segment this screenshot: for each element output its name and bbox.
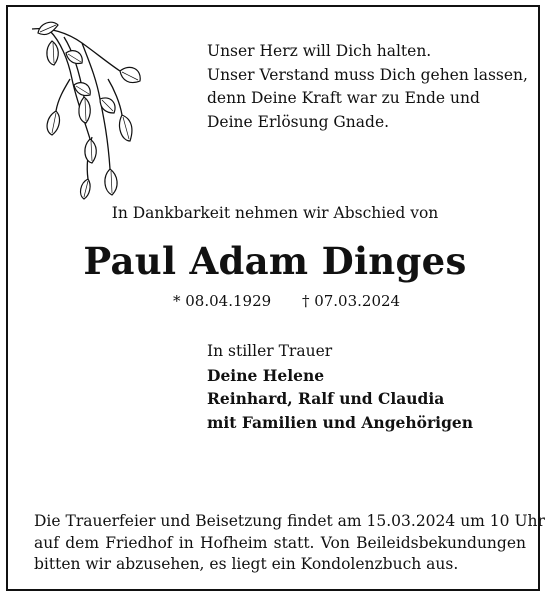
mourners-block [207, 340, 473, 434]
notice-line: auf dem Friedhof in Hofheim statt. Von Beileidsbekundungen [34, 533, 526, 552]
mourner-name: Deine Helene [207, 365, 325, 385]
obituary-card [6, 5, 545, 591]
death-date: † 07.03.2024 [301, 292, 401, 310]
poem-line: Unser Herz will Dich halten. [207, 42, 432, 60]
farewell-intro: In Dankbarkeit nehmen wir Abschied von [111, 204, 439, 222]
birch-branch-icon [30, 19, 148, 204]
poem-line: Deine Erlösung Gnade. [207, 112, 390, 131]
birth-date: * 08.04.1929 [173, 292, 272, 310]
life-dates [173, 292, 400, 310]
notice-line: Die Trauerfeier und Beisetzung findet am 15.03.2024 um 10 Uhr [34, 512, 545, 530]
deceased-name: Paul Adam Dinges [83, 239, 467, 283]
poem-line: Unser Verstand muss Dich gehen lassen, [207, 65, 528, 84]
mourners-heading: In stiller Trauer [207, 342, 333, 360]
poem-line: denn Deine Kraft war zu Ende und [207, 89, 480, 107]
mourner-name: mit Familien und Angehörigen [207, 412, 474, 432]
mourner-name: Reinhard, Ralf und Claudia [207, 389, 445, 408]
poem [207, 40, 528, 134]
funeral-notice [34, 511, 545, 576]
notice-line: bitten wir abzusehen, es liegt ein Kondolenzbuch aus. [34, 555, 459, 573]
